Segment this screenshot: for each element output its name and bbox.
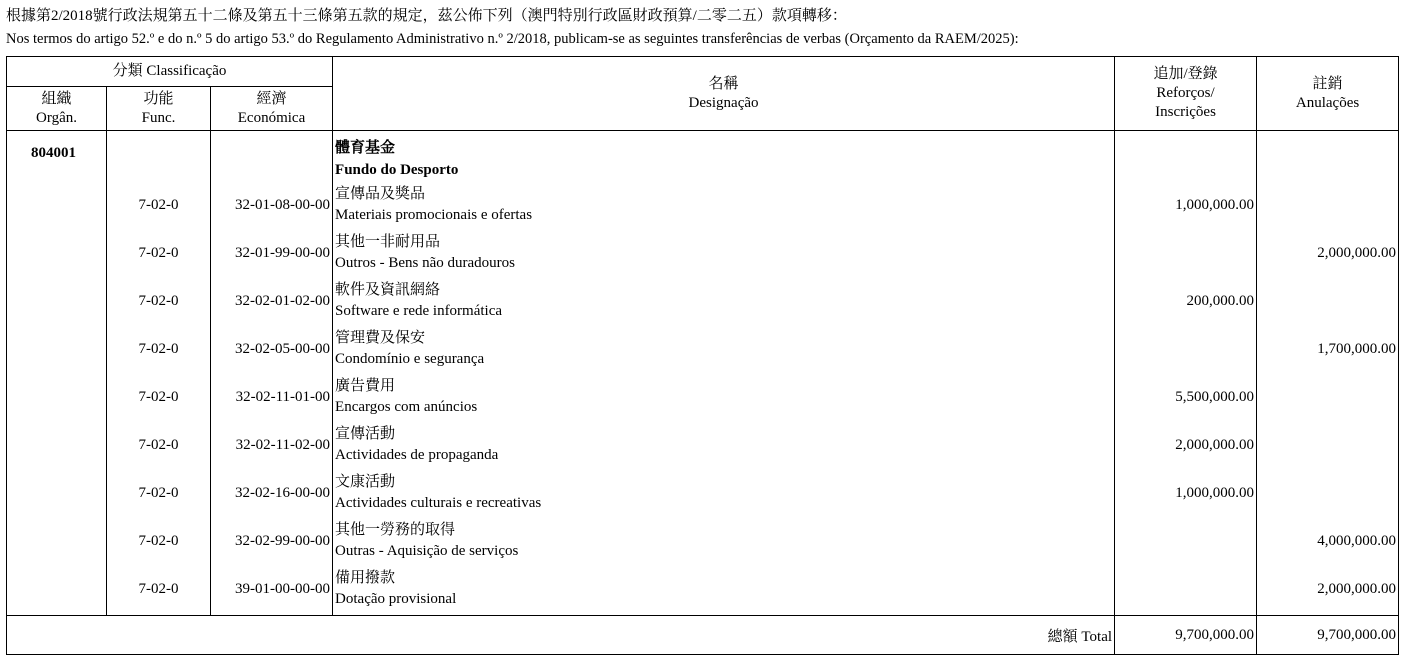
total-row — [7, 616, 1399, 655]
functional-code: 7-02-0 — [138, 533, 179, 549]
economic-cell — [211, 181, 333, 229]
fund-eco-cell — [211, 131, 333, 182]
designation-header — [333, 57, 1115, 131]
reinforcement-cell — [1115, 373, 1257, 421]
economic-cell — [211, 229, 333, 277]
designation-zh: 軟件及資訊網絡 — [335, 282, 441, 298]
table-row — [7, 373, 1399, 421]
functional-cell — [107, 565, 211, 616]
reinforcement-cell — [1115, 277, 1257, 325]
functional-header — [107, 87, 211, 131]
functional-cell — [107, 277, 211, 325]
economic-cell — [211, 277, 333, 325]
reinforcement-amount: 5,500,000.00 — [1175, 389, 1255, 405]
fund-reinforcement-cell — [1115, 131, 1257, 182]
organic-cell — [7, 469, 107, 517]
designation-cell — [333, 469, 1115, 517]
functional-cell — [107, 469, 211, 517]
total-annulment: 9,700,000.00 — [1257, 616, 1399, 655]
functional-code: 7-02-0 — [138, 245, 179, 261]
designation-header-zh: 名稱 — [708, 75, 739, 92]
organic-header-pt: Orgân. — [36, 109, 77, 126]
functional-code: 7-02-0 — [138, 197, 179, 213]
reinforcements-header-zh: 追加/登錄 — [1153, 66, 1218, 82]
annulment-cell — [1257, 517, 1399, 565]
designation-pt: Materiais promocionais e ofertas — [335, 207, 533, 223]
fund-func-cell — [107, 131, 211, 182]
economic-header-zh: 經濟 — [256, 90, 287, 107]
organic-header — [7, 87, 107, 131]
functional-header-pt: Func. — [141, 109, 176, 126]
economic-cell — [211, 325, 333, 373]
annulments-header-zh: 註銷 — [1312, 75, 1343, 92]
designation-pt: Actividades de propaganda — [335, 447, 499, 463]
reinforcements-header-pt2: Inscrições — [1155, 104, 1216, 120]
reinforcement-cell — [1115, 565, 1257, 616]
table-row — [7, 517, 1399, 565]
annulment-cell — [1257, 181, 1399, 229]
intro-text-chinese: 根據第2/2018號行政法規第五十二條及第五十三條第五款的規定，茲公佈下列（澳門特別行政區財政預算/二零二五）款項轉移： — [6, 8, 847, 24]
designation-pt: Dotação provisional — [335, 591, 457, 607]
annulment-amount: 2,000,000.00 — [1317, 245, 1397, 261]
reinforcement-cell — [1115, 181, 1257, 229]
intro-text-portuguese: Nos termos do artigo 52.º e do n.º 5 do artigo 53.º do Regulamento Administrativo n.º 2/2018, publicam-se as seguintes transferências de verbas (Orçamento da RAEM/2025): — [6, 31, 1019, 47]
table-row — [7, 469, 1399, 517]
classification-header: 分類 Classificação — [7, 57, 333, 87]
fund-annulment-cell — [1257, 131, 1399, 182]
annulment-amount: 4,000,000.00 — [1317, 533, 1397, 549]
annulment-amount — [1257, 373, 1398, 389]
reinforcement-amount — [1115, 325, 1256, 341]
designation-zh: 備用撥款 — [335, 570, 396, 586]
designation-zh: 文康活動 — [335, 474, 396, 490]
reinforcement-amount — [1115, 565, 1256, 581]
designation-cell — [333, 517, 1115, 565]
designation-pt: Outras - Aquisição de serviços — [335, 543, 519, 559]
functional-cell — [107, 373, 211, 421]
reinforcement-cell — [1115, 469, 1257, 517]
annulment-cell — [1257, 229, 1399, 277]
designation-pt: Outros - Bens não duradouros — [335, 255, 516, 271]
economic-cell — [211, 373, 333, 421]
reinforcements-header — [1115, 57, 1257, 131]
functional-cell — [107, 229, 211, 277]
functional-code: 7-02-0 — [138, 341, 179, 357]
organic-cell — [7, 565, 107, 616]
fund-code: 804001 — [31, 145, 76, 161]
reinforcement-amount: 200,000.00 — [1186, 293, 1255, 309]
functional-code: 7-02-0 — [138, 293, 179, 309]
table-row — [7, 421, 1399, 469]
functional-cell — [107, 517, 211, 565]
annulments-header — [1257, 57, 1399, 131]
designation-pt: Actividades culturais e recreativas — [335, 495, 542, 511]
total-reinforcement: 9,700,000.00 — [1115, 616, 1257, 655]
annulment-cell — [1257, 373, 1399, 421]
economic-cell — [211, 565, 333, 616]
reinforcement-amount: 2,000,000.00 — [1175, 437, 1255, 453]
functional-code: 7-02-0 — [138, 485, 179, 501]
functional-cell — [107, 325, 211, 373]
annulment-amount: 1,700,000.00 — [1317, 341, 1397, 357]
designation-pt: Software e rede informática — [335, 303, 503, 319]
designation-pt: Encargos com anúncios — [335, 399, 478, 415]
designation-cell — [333, 421, 1115, 469]
annulment-amount — [1257, 421, 1398, 437]
organic-cell — [7, 181, 107, 229]
table-row — [7, 181, 1399, 229]
designation-cell — [333, 277, 1115, 325]
designation-zh: 其他一勞務的取得 — [335, 522, 456, 538]
economic-cell — [211, 421, 333, 469]
organic-cell — [7, 277, 107, 325]
annulment-amount — [1257, 469, 1398, 485]
organic-cell — [7, 325, 107, 373]
annulment-cell — [1257, 565, 1399, 616]
reinforcement-cell — [1115, 517, 1257, 565]
economic-code: 32-02-99-00-00 — [235, 533, 331, 549]
economic-header — [211, 87, 333, 131]
economic-code: 32-01-99-00-00 — [235, 245, 331, 261]
table-row — [7, 277, 1399, 325]
organic-cell — [7, 229, 107, 277]
economic-cell — [211, 517, 333, 565]
functional-code: 7-02-0 — [138, 389, 179, 405]
functional-cell — [107, 421, 211, 469]
organic-cell — [7, 373, 107, 421]
functional-header-zh: 功能 — [143, 90, 174, 107]
economic-code: 32-01-08-00-00 — [235, 197, 331, 213]
organic-cell — [7, 421, 107, 469]
reinforcement-amount — [1115, 229, 1256, 245]
functional-code: 7-02-0 — [138, 581, 179, 597]
organic-cell — [7, 517, 107, 565]
designation-pt: Condomínio e segurança — [335, 351, 485, 367]
fund-name-cell — [333, 131, 1115, 182]
fund-name-zh: 體育基金 — [335, 140, 396, 156]
functional-code: 7-02-0 — [138, 437, 179, 453]
economic-header-pt: Económica — [237, 109, 306, 126]
designation-cell — [333, 373, 1115, 421]
annulment-cell — [1257, 277, 1399, 325]
economic-code: 32-02-11-02-00 — [235, 437, 331, 453]
organic-header-zh: 組織 — [41, 90, 72, 107]
reinforcement-cell — [1115, 325, 1257, 373]
reinforcement-cell — [1115, 229, 1257, 277]
economic-code: 39-01-00-00-00 — [235, 581, 331, 597]
fund-row — [7, 131, 1399, 182]
fund-name-pt: Fundo do Desporto — [335, 162, 459, 178]
table-row — [7, 325, 1399, 373]
economic-code: 32-02-11-01-00 — [235, 389, 331, 405]
economic-code: 32-02-16-00-00 — [235, 485, 331, 501]
reinforcement-cell — [1115, 421, 1257, 469]
fund-code-cell — [7, 131, 107, 182]
designation-cell — [333, 325, 1115, 373]
designation-cell — [333, 181, 1115, 229]
designation-zh: 其他一非耐用品 — [335, 234, 441, 250]
reinforcement-amount — [1115, 517, 1256, 533]
total-label: 總額 Total — [7, 616, 1115, 655]
designation-zh: 管理費及保安 — [335, 330, 426, 346]
designation-header-pt: Designação — [688, 94, 759, 111]
annulment-amount — [1257, 181, 1398, 197]
table-row — [7, 229, 1399, 277]
economic-cell — [211, 469, 333, 517]
designation-cell — [333, 565, 1115, 616]
designation-cell — [333, 229, 1115, 277]
annulments-header-pt: Anulações — [1295, 94, 1360, 111]
economic-code: 32-02-01-02-00 — [235, 293, 331, 309]
annulment-cell — [1257, 469, 1399, 517]
reinforcements-header-pt1: Reforços/ — [1156, 85, 1215, 101]
table-row — [7, 565, 1399, 616]
annulment-cell — [1257, 421, 1399, 469]
reinforcement-amount: 1,000,000.00 — [1175, 485, 1255, 501]
economic-code: 32-02-05-00-00 — [235, 341, 331, 357]
designation-zh: 宣傳品及獎品 — [335, 186, 426, 202]
functional-cell — [107, 181, 211, 229]
designation-zh: 廣告費用 — [335, 378, 396, 394]
budget-transfer-table — [6, 56, 1399, 655]
annulment-cell — [1257, 325, 1399, 373]
annulment-amount: 2,000,000.00 — [1317, 581, 1397, 597]
annulment-amount — [1257, 277, 1398, 293]
reinforcement-amount: 1,000,000.00 — [1175, 197, 1255, 213]
designation-zh: 宣傳活動 — [335, 426, 396, 442]
table-body — [7, 131, 1399, 616]
